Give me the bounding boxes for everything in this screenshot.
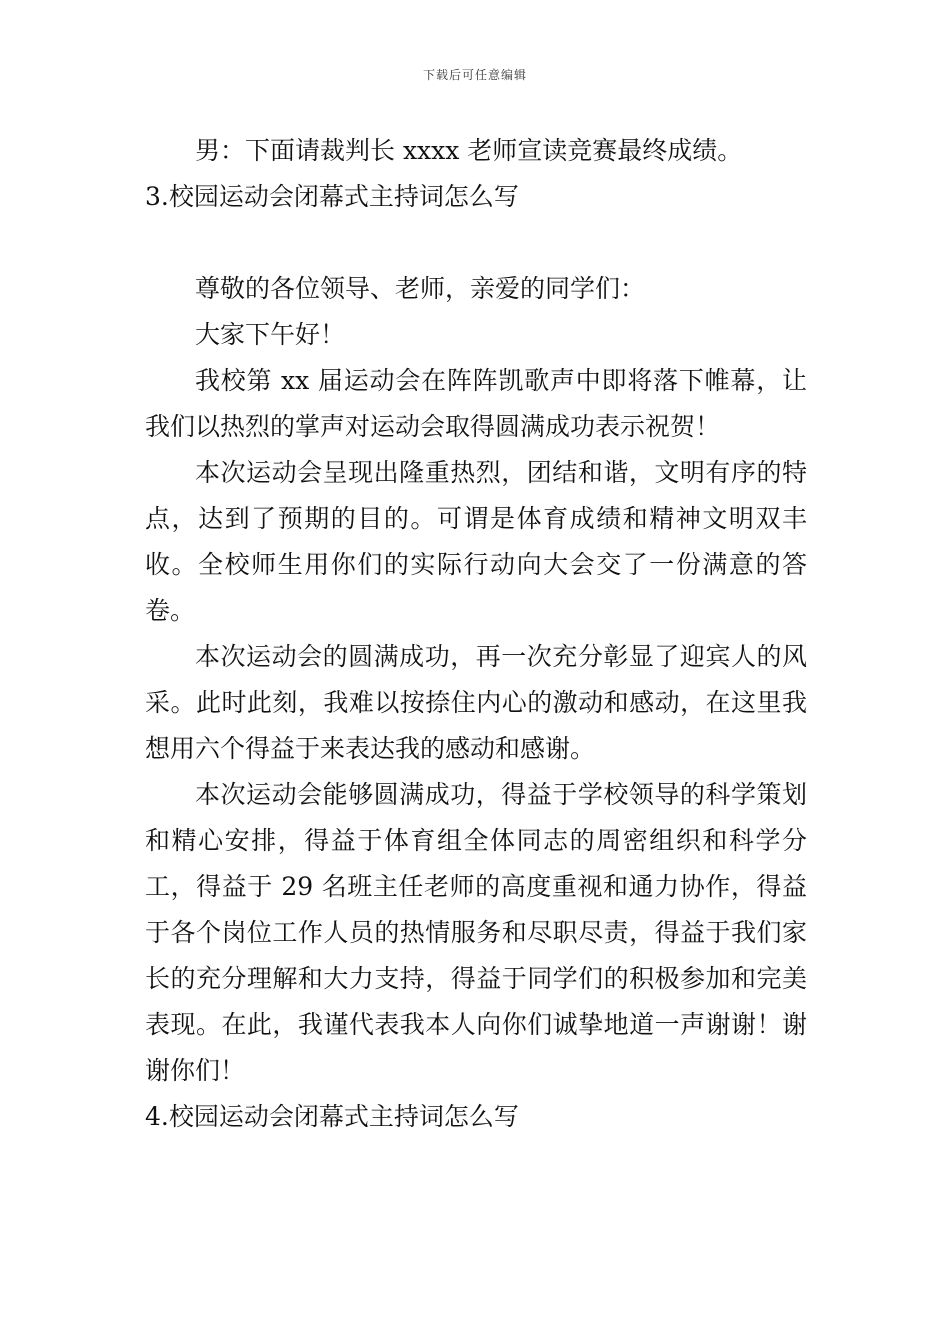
section-heading-4: 4.校园运动会闭幕式主持词怎么写 <box>145 1102 519 1131</box>
section-heading-3: 3.校园运动会闭幕式主持词怎么写 <box>145 182 519 211</box>
blank-line <box>145 220 807 266</box>
paragraph-referee-announcement: 男：下面请裁判长 xxxx 老师宣读竞赛最终成绩。 <box>195 136 743 165</box>
paragraph-thanks: 本次运动会能够圆满成功，得益于学校领导的科学策划和精心安排，得益于体育组全体同志的周密组织和科学分工，得益于 29 名班主任老师的高度重视和通力协作，得益于各个岗位工作人员的热情服务和尽职尽责，得益于我们家长的充分理解和大力支持，得益于同学们的积极参加和完美表现。在此，我谨代表我本人向你们诚挚地道一声谢谢！谢谢你们！ <box>145 780 807 1085</box>
paragraph-closing-intro: 我校第 xx 届运动会在阵阵凯歌声中即将落下帷幕，让我们以热烈的掌声对运动会取得圆满成功表示祝贺！ <box>145 366 807 441</box>
paragraph-greeting: 尊敬的各位领导、老师，亲爱的同学们： <box>195 274 646 303</box>
paragraph-success: 本次运动会的圆满成功，再一次充分彰显了迎宾人的风采。此时此刻，我难以按捺住内心的激动和感动，在这里我想用六个得益于来表达我的感动和感谢。 <box>145 642 807 763</box>
paragraph-good-afternoon: 大家下午好！ <box>195 320 346 349</box>
paragraph-characteristics: 本次运动会呈现出隆重热烈，团结和谐，文明有序的特点，达到了预期的目的。可谓是体育成绩和精神文明双丰收。全校师生用你们的实际行动向大会交了一份满意的答卷。 <box>145 458 807 625</box>
document-body <box>145 128 807 1140</box>
header-note: 下载后可任意编辑 <box>422 68 527 82</box>
